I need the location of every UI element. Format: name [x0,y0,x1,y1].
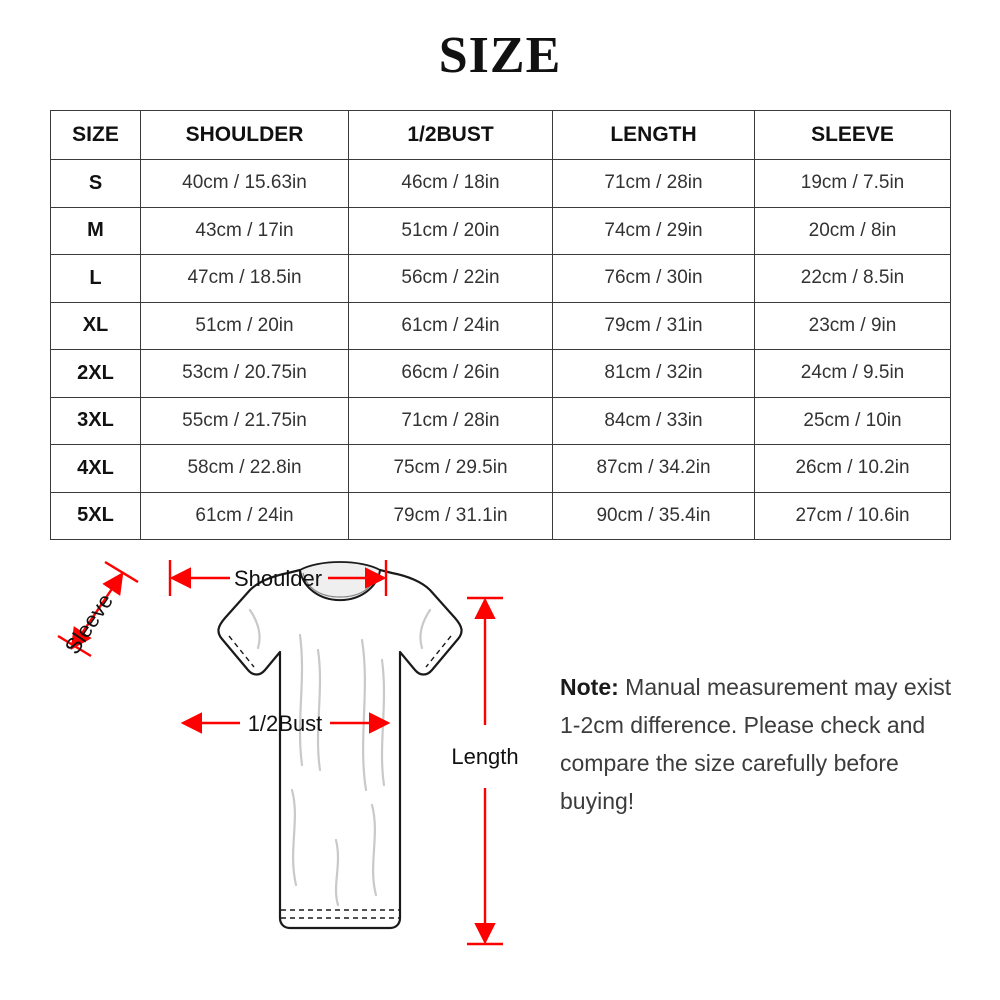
cell-length: 90cm / 35.4in [553,492,755,540]
cell-size: 5XL [51,492,141,540]
cell-length: 71cm / 28in [553,160,755,208]
cell-size: 2XL [51,350,141,398]
cell-length: 87cm / 34.2in [553,445,755,493]
cell-length: 76cm / 30in [553,255,755,303]
table-row [51,255,951,303]
table-row [51,492,951,540]
cell-size: S [51,160,141,208]
column-header-shoulder: SHOULDER [141,111,349,160]
label-length: Length [451,744,519,769]
cell-sleeve: 25cm / 10in [755,397,951,445]
cell-sleeve: 20cm / 8in [755,207,951,255]
cell-shoulder: 58cm / 22.8in [141,445,349,493]
cell-bust: 56cm / 22in [349,255,553,303]
cell-bust: 51cm / 20in [349,207,553,255]
cell-shoulder: 47cm / 18.5in [141,255,349,303]
note-text: Manual measurement may exist 1-2cm difference. Please check and compare the size carefully before buying! [560,674,952,814]
column-header-length: LENGTH [553,111,755,160]
table-row [51,207,951,255]
cell-bust: 71cm / 28in [349,397,553,445]
length-measure [467,598,503,944]
cell-length: 79cm / 31in [553,302,755,350]
cell-bust: 66cm / 26in [349,350,553,398]
cell-shoulder: 40cm / 15.63in [141,160,349,208]
table-header-row [51,111,951,160]
cell-sleeve: 23cm / 9in [755,302,951,350]
cell-shoulder: 53cm / 20.75in [141,350,349,398]
cell-size: 3XL [51,397,141,445]
cell-bust: 79cm / 31.1in [349,492,553,540]
table-row [51,350,951,398]
table-row [51,397,951,445]
size-chart-table [50,110,951,540]
cell-length: 84cm / 33in [553,397,755,445]
cell-bust: 75cm / 29.5in [349,445,553,493]
label-shoulder: Shoulder [233,566,323,591]
table-row [51,445,951,493]
column-header-sleeve: SLEEVE [755,111,951,160]
cell-sleeve: 19cm / 7.5in [755,160,951,208]
note-prefix: Note: [560,674,619,700]
cell-sleeve: 22cm / 8.5in [755,255,951,303]
cell-length: 74cm / 29in [553,207,755,255]
label-bust: 1/2Bust [247,711,323,736]
cell-sleeve: 24cm / 9.5in [755,350,951,398]
table-row [51,302,951,350]
column-header-bust: 1/2BUST [349,111,553,160]
cell-shoulder: 55cm / 21.75in [141,397,349,445]
column-header-size: SIZE [51,111,141,160]
cell-size: L [51,255,141,303]
cell-bust: 46cm / 18in [349,160,553,208]
measurement-note [560,668,960,820]
label-sleeve: Sleeve [59,588,118,659]
cell-shoulder: 43cm / 17in [141,207,349,255]
cell-size: 4XL [51,445,141,493]
cell-size: XL [51,302,141,350]
table-row [51,160,951,208]
cell-size: M [51,207,141,255]
cell-bust: 61cm / 24in [349,302,553,350]
cell-shoulder: 51cm / 20in [141,302,349,350]
cell-sleeve: 26cm / 10.2in [755,445,951,493]
page-title: SIZE [438,27,562,84]
cell-length: 81cm / 32in [553,350,755,398]
cell-shoulder: 61cm / 24in [141,492,349,540]
cell-sleeve: 27cm / 10.6in [755,492,951,540]
